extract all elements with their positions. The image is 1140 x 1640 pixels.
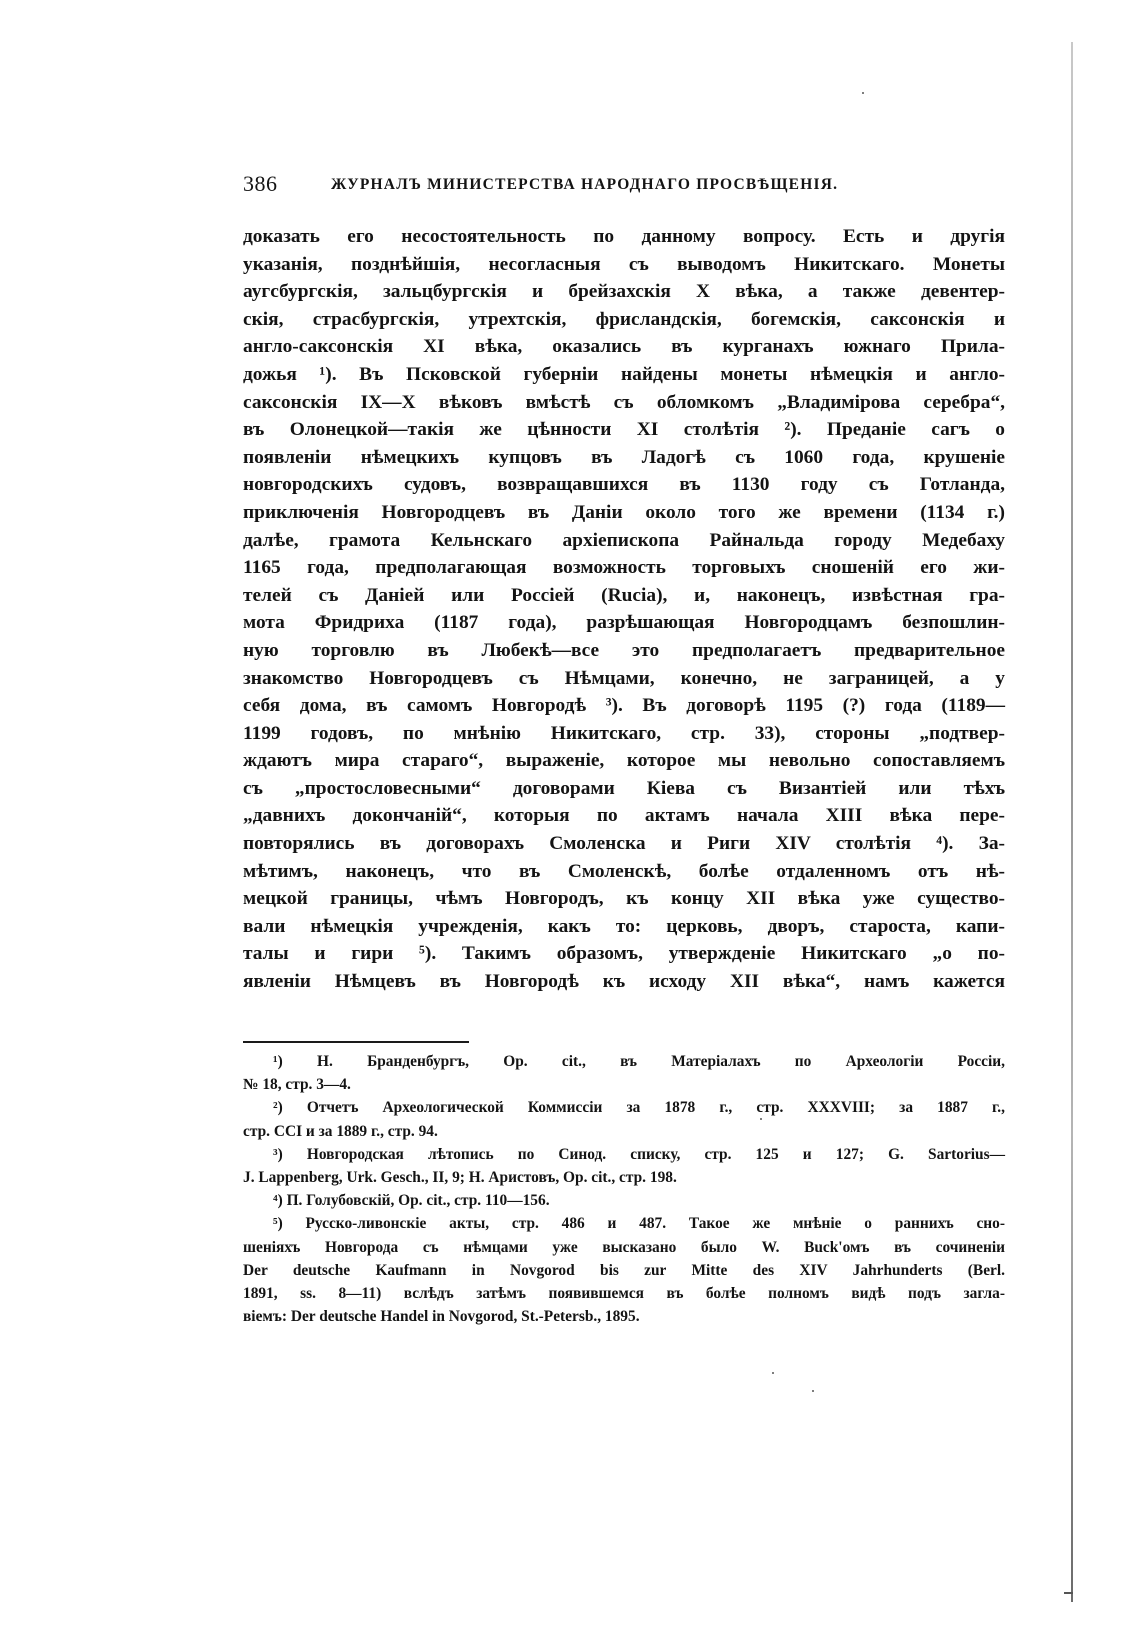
text-line: указанія, позднѣйшія, несогласныя съ выводомъ Никитскаго. Монеты	[243, 253, 1005, 275]
text-line: далѣе, грамота Кельнскаго архіепископа Райнальда городу Медебаху	[243, 529, 1005, 551]
text-line: съ „простословесными“ договорами Кіева съ Византіей или тѣхъ	[243, 777, 1005, 799]
text-line: 1199 годовъ, по мнѣнію Никитскаго, стр. 33), стороны „подтвер-	[243, 722, 1005, 744]
text-line: явленіи Нѣмцевъ въ Новгородѣ къ исходу XII вѣка“, намъ кажется	[243, 971, 1005, 993]
journal-title: ЖУРНАЛЪ МИНИСТЕРСТВА НАРОДНАГО ПРОСВѢЩЕНІЯ.	[331, 176, 839, 193]
footnote-line: Der deutsche Kaufmann in Novgorod bis zur Mitte des XIV Jahrhunderts (Berl.	[243, 1261, 1005, 1279]
text-line: дожья ¹). Въ Псковской губерніи найдены монеты нѣмецкія и англо-	[243, 363, 1005, 385]
footnote-line: ³) Новгородская лѣтопись по Синод. списку, стр. 125 и 127; G. Sartorius—	[273, 1145, 1005, 1163]
text-line: аугсбургскія, зальцбургскія и брейзахскія X вѣка, а также девентер-	[243, 281, 1005, 303]
text-line: появленіи нѣмецкихъ купцовъ въ Ладогѣ съ 1060 года, крушеніе	[243, 446, 1005, 468]
text-line: 1165 года, предполагающая возможность торговыхъ сношеній его жи-	[243, 557, 1005, 579]
footnote-line: ⁵) Русско-ливонскіе акты, стр. 486 и 487. Такое же мнѣніе о раннихъ сно-	[273, 1215, 1005, 1233]
text-line: саксонскія IX—X вѣковъ вмѣстѣ съ обломкомъ „Владимірова серебра“,	[243, 391, 1005, 413]
scan-speck	[772, 1372, 774, 1374]
footnote-line: 1891, ss. 8—11) вслѣдъ затѣмъ появившемся въ болѣе полномъ видѣ подъ загла-	[243, 1284, 1005, 1302]
page-edge-rule	[1071, 42, 1073, 1602]
footnote-line: ²) Отчетъ Археологической Коммиссіи за 1878 г., стр. XXXVIII; за 1887 г.,	[273, 1099, 1005, 1117]
page-edge-mark	[1064, 1592, 1073, 1594]
text-line: скія, страсбургскія, утрехтскія, фрисландскія, богемскія, саксонскія и	[243, 308, 1005, 330]
footnote-separator	[243, 1041, 469, 1043]
footnote-line: № 18, стр. 3—4.	[243, 1076, 351, 1094]
footnote-line: віемъ: Der deutsche Handel in Novgorod, St.-Petersb., 1895.	[243, 1308, 640, 1326]
text-line: мецкой границы, чѣмъ Новгородъ, къ концу XII вѣка уже существо-	[243, 888, 1005, 910]
text-line: новгородскихъ судовъ, возвращавшихся въ 1130 году съ Готланда,	[243, 474, 1005, 496]
text-line: телей съ Даніей или Россіей (Rucia), и, наконецъ, извѣстная гра-	[243, 584, 1005, 606]
footnotes	[243, 1050, 1005, 1328]
text-line: доказать его несостоятельность по данному вопросу. Есть и другія	[243, 226, 1005, 247]
text-line: англо-саксонскія XI вѣка, оказались въ курганахъ южнаго Прила-	[243, 336, 1005, 358]
text-line: мѣтимъ, наконецъ, что въ Смоленскѣ, болѣе отдаленномъ отъ нѣ-	[243, 860, 1005, 882]
text-line: повторялись въ договорахъ Смоленска и Риги XIV столѣтія ⁴). За-	[243, 833, 1005, 855]
text-line: ную торговлю въ Любекѣ—все это предполагаетъ предварительное	[243, 639, 1005, 661]
footnote-line: ¹) Н. Бранденбургъ, Op. cit., въ Матеріалахъ по Археологіи Россіи,	[273, 1053, 1005, 1070]
text-line: приключенія Новгородцевъ въ Даніи около того же времени (1134 г.)	[243, 501, 1005, 523]
running-head	[243, 171, 1003, 201]
footnote-line: стр. CCI и за 1889 г., стр. 94.	[243, 1122, 438, 1140]
text-line: „давнихъ докончаній“, которыя по актамъ начала XIII вѣка пере-	[243, 805, 1005, 827]
main-text	[243, 223, 1005, 996]
footnote-line: шеніяхъ Новгорода съ нѣмцами уже высказано было W. Buck'омъ въ сочиненіи	[243, 1238, 1005, 1256]
text-line: талы и гири ⁵). Такимъ образомъ, утвержденіе Никитскаго „о по-	[243, 943, 1005, 965]
text-line: въ Олонецкой—такія же цѣнности XI столѣтія ²). Преданіе сагъ о	[243, 419, 1005, 441]
page-number: 386	[243, 171, 278, 196]
footnote-line: ⁴) П. Голубовскій, Op. cit., стр. 110—156.	[273, 1192, 550, 1210]
scan-speck	[812, 1390, 814, 1392]
footnote-line: J. Lappenberg, Urk. Gesch., II, 9; Н. Аристовъ, Op. cit., стр. 198.	[243, 1168, 677, 1186]
text-line: знакомство Новгородцевъ съ Нѣмцами, конечно, не заграницей, а у	[243, 667, 1005, 689]
scan-speck	[862, 92, 864, 94]
text-line: вали нѣмецкія учрежденія, какъ то: церковь, дворъ, староста, капи-	[243, 915, 1005, 937]
text-line: себя дома, въ самомъ Новгородѣ ³). Въ договорѣ 1195 (?) года (1189—	[243, 695, 1005, 717]
text-line: ждаютъ мира стараго“, выраженіе, которое мы невольно сопоставляемъ	[243, 750, 1005, 772]
text-line: мота Фридриха (1187 года), разрѣшающая Новгородцамъ безпошлин-	[243, 612, 1005, 634]
